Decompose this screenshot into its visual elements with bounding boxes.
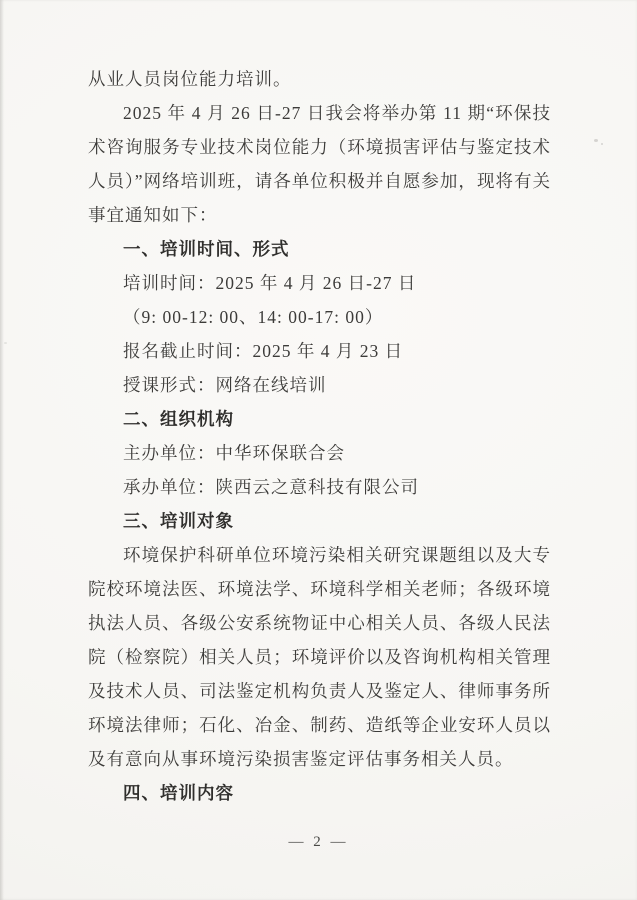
paragraph-continuation: 从业人员岗位能力培训。 [88,69,292,89]
paragraph-target-audience: 环境保护科研单位环境污染相关研究课题组以及大专院校环境法医、环境法学、环境科学相关老师；各级环境执法人员、各级公安系统物证中心相关人员、各级人民法院（检察院）相关人员；环境评价以及咨询机构相关管理及技术人员、司法鉴定机构负责人及鉴定人、律师事务所环境法律师；石化、冶金、制药、造纸等企业安环人员以及有意向从事环境污染损害鉴定评估事务相关人员。 [88,545,551,769]
scan-edge-shadow [0,0,4,900]
section-heading-4: 四、培训内容 [123,783,234,803]
page-number: — 2 — [288,834,349,850]
document-body [88,62,551,810]
line-teaching-format: 授课形式：网络在线培训 [123,375,327,395]
line-training-time: 培训时间：2025 年 4 月 26 日-27 日 [123,273,417,293]
line-co-organizer: 承办单位：陕西云之意科技有限公司 [123,477,419,497]
section-heading-3: 三、培训对象 [123,511,234,531]
scan-speck [601,143,603,145]
section-heading-1: 一、培训时间、形式 [123,239,290,259]
scan-speck [594,139,598,142]
scan-speck [4,342,7,344]
section-heading-2: 二、组织机构 [123,409,234,429]
paragraph-intro: 2025 年 4 月 26 日-27 日我会将举办第 11 期“环保技术咨询服务专业技术岗位能力（环境损害评估与鉴定技术人员）”网络培训班，请各单位积极并自愿参加，现将有关事宜通知如下： [88,103,551,225]
line-host-organizer: 主办单位：中华环保联合会 [123,443,345,463]
line-time-slots: （9: 00-12: 00、14: 00-17: 00） [123,307,384,327]
line-registration-deadline: 报名截止时间：2025 年 4 月 23 日 [123,341,404,361]
